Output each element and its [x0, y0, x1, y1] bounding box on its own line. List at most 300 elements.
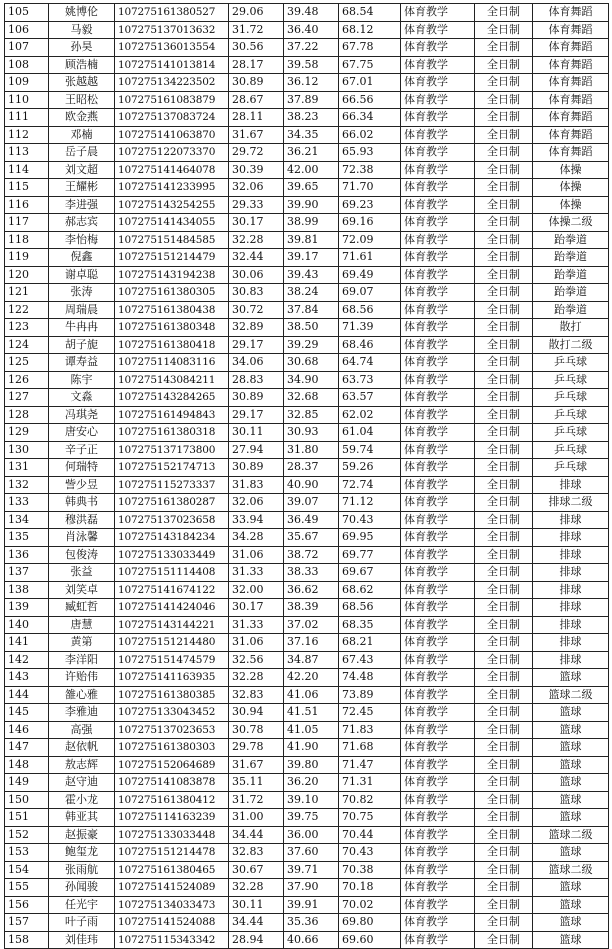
score-total: 71.39	[339, 319, 401, 337]
study-mode: 全日制	[475, 126, 533, 144]
study-mode: 全日制	[475, 179, 533, 197]
student-name: 雒心雅	[49, 686, 115, 704]
table-row	[5, 4, 609, 22]
score-sport: 40.66	[284, 931, 339, 949]
exam-id: 107275114083116	[115, 354, 229, 372]
study-mode: 全日制	[475, 371, 533, 389]
student-name: 穆洪磊	[49, 511, 115, 529]
admission-score-table	[4, 3, 609, 949]
study-mode: 全日制	[475, 581, 533, 599]
exam-id: 107275141063870	[115, 126, 229, 144]
table-row	[5, 896, 609, 914]
score-culture: 27.94	[229, 441, 284, 459]
exam-id: 107275161380438	[115, 301, 229, 319]
student-name: 李洋阳	[49, 651, 115, 669]
major: 体育教学	[401, 459, 475, 477]
row-number: 148	[5, 756, 49, 774]
study-mode: 全日制	[475, 109, 533, 127]
exam-id: 107275161380303	[115, 739, 229, 757]
major: 体育教学	[401, 616, 475, 634]
row-number: 118	[5, 231, 49, 249]
score-sport: 37.22	[284, 39, 339, 57]
table-row	[5, 931, 609, 949]
score-culture: 32.06	[229, 179, 284, 197]
sport-direction: 乒乓球	[533, 441, 609, 459]
sport-direction: 体育舞蹈	[533, 126, 609, 144]
exam-id: 107275161083879	[115, 91, 229, 109]
score-culture: 29.17	[229, 336, 284, 354]
score-sport: 31.80	[284, 441, 339, 459]
study-mode: 全日制	[475, 249, 533, 267]
major: 体育教学	[401, 721, 475, 739]
score-total: 62.02	[339, 406, 401, 424]
exam-id: 107275122073370	[115, 144, 229, 162]
study-mode: 全日制	[475, 389, 533, 407]
table-row	[5, 266, 609, 284]
exam-id: 107275161380348	[115, 319, 229, 337]
exam-id: 107275133033448	[115, 826, 229, 844]
score-total: 70.43	[339, 844, 401, 862]
score-sport: 37.16	[284, 634, 339, 652]
score-culture: 31.67	[229, 756, 284, 774]
student-name: 刘笑卓	[49, 581, 115, 599]
sport-direction: 篮球二级	[533, 861, 609, 879]
score-culture: 32.83	[229, 844, 284, 862]
score-culture: 30.56	[229, 39, 284, 57]
table-row	[5, 424, 609, 442]
table-row	[5, 249, 609, 267]
score-sport: 41.90	[284, 739, 339, 757]
table-row	[5, 231, 609, 249]
student-name: 胡子旎	[49, 336, 115, 354]
score-culture: 31.00	[229, 809, 284, 827]
exam-id: 107275151214479	[115, 249, 229, 267]
row-number: 154	[5, 861, 49, 879]
score-sport: 36.00	[284, 826, 339, 844]
study-mode: 全日制	[475, 39, 533, 57]
major: 体育教学	[401, 861, 475, 879]
score-culture: 32.28	[229, 231, 284, 249]
score-total: 67.01	[339, 74, 401, 92]
sport-direction: 排球	[533, 546, 609, 564]
table-row	[5, 319, 609, 337]
sport-direction: 散打	[533, 319, 609, 337]
student-name: 王耀彬	[49, 179, 115, 197]
score-culture: 32.83	[229, 686, 284, 704]
row-number: 110	[5, 91, 49, 109]
score-sport: 38.72	[284, 546, 339, 564]
major: 体育教学	[401, 91, 475, 109]
table-row	[5, 546, 609, 564]
score-total: 69.95	[339, 529, 401, 547]
score-sport: 39.58	[284, 56, 339, 74]
score-culture: 30.83	[229, 284, 284, 302]
score-culture: 30.11	[229, 896, 284, 914]
row-number: 127	[5, 389, 49, 407]
exam-id: 107275141013814	[115, 56, 229, 74]
row-number: 145	[5, 704, 49, 722]
row-number: 116	[5, 196, 49, 214]
sport-direction: 跆拳道	[533, 231, 609, 249]
score-total: 69.23	[339, 196, 401, 214]
major: 体育教学	[401, 39, 475, 57]
score-sport: 39.43	[284, 266, 339, 284]
table-row	[5, 651, 609, 669]
study-mode: 全日制	[475, 4, 533, 22]
major: 体育教学	[401, 651, 475, 669]
score-sport: 38.99	[284, 214, 339, 232]
exam-id: 107275136013554	[115, 39, 229, 57]
table-row	[5, 354, 609, 372]
major: 体育教学	[401, 896, 475, 914]
exam-id: 107275151474579	[115, 651, 229, 669]
table-row	[5, 581, 609, 599]
row-number: 132	[5, 476, 49, 494]
score-total: 71.47	[339, 756, 401, 774]
score-culture: 28.67	[229, 91, 284, 109]
exam-id: 107275143144221	[115, 616, 229, 634]
study-mode: 全日制	[475, 284, 533, 302]
score-total: 71.70	[339, 179, 401, 197]
row-number: 117	[5, 214, 49, 232]
row-number: 123	[5, 319, 49, 337]
sport-direction: 排球	[533, 511, 609, 529]
major: 体育教学	[401, 389, 475, 407]
score-culture: 31.83	[229, 476, 284, 494]
student-name: 何瑞特	[49, 459, 115, 477]
score-total: 70.02	[339, 896, 401, 914]
study-mode: 全日制	[475, 91, 533, 109]
major: 体育教学	[401, 494, 475, 512]
score-sport: 34.90	[284, 371, 339, 389]
student-name: 韩亚其	[49, 809, 115, 827]
score-total: 69.07	[339, 284, 401, 302]
student-name: 姚博伦	[49, 4, 115, 22]
score-culture: 30.94	[229, 704, 284, 722]
row-number: 119	[5, 249, 49, 267]
score-sport: 39.10	[284, 791, 339, 809]
exam-id: 107275161380318	[115, 424, 229, 442]
table-row	[5, 301, 609, 319]
score-culture: 30.89	[229, 459, 284, 477]
table-row	[5, 39, 609, 57]
score-sport: 42.00	[284, 161, 339, 179]
score-culture: 34.06	[229, 354, 284, 372]
major: 体育教学	[401, 406, 475, 424]
score-sport: 42.20	[284, 669, 339, 687]
study-mode: 全日制	[475, 144, 533, 162]
student-name: 黄第	[49, 634, 115, 652]
major: 体育教学	[401, 546, 475, 564]
major: 体育教学	[401, 809, 475, 827]
score-sport: 35.36	[284, 914, 339, 932]
sport-direction: 跆拳道	[533, 284, 609, 302]
table-row	[5, 686, 609, 704]
major: 体育教学	[401, 284, 475, 302]
score-total: 70.43	[339, 511, 401, 529]
row-number: 133	[5, 494, 49, 512]
table-row	[5, 406, 609, 424]
score-sport: 39.81	[284, 231, 339, 249]
score-total: 68.56	[339, 301, 401, 319]
row-number: 121	[5, 284, 49, 302]
table-row	[5, 879, 609, 897]
student-name: 张涛	[49, 284, 115, 302]
major: 体育教学	[401, 791, 475, 809]
score-sport: 39.90	[284, 196, 339, 214]
score-sport: 34.35	[284, 126, 339, 144]
score-culture: 34.44	[229, 826, 284, 844]
score-total: 63.57	[339, 389, 401, 407]
table-row	[5, 389, 609, 407]
table-row	[5, 721, 609, 739]
sport-direction: 排球	[533, 616, 609, 634]
study-mode: 全日制	[475, 704, 533, 722]
row-number: 140	[5, 616, 49, 634]
sport-direction: 体育舞蹈	[533, 144, 609, 162]
score-culture: 31.67	[229, 126, 284, 144]
table-row	[5, 809, 609, 827]
row-number: 155	[5, 879, 49, 897]
score-culture: 32.89	[229, 319, 284, 337]
score-total: 71.83	[339, 721, 401, 739]
score-total: 68.46	[339, 336, 401, 354]
sport-direction: 篮球	[533, 704, 609, 722]
study-mode: 全日制	[475, 546, 533, 564]
score-culture: 30.39	[229, 161, 284, 179]
score-total: 66.56	[339, 91, 401, 109]
study-mode: 全日制	[475, 424, 533, 442]
major: 体育教学	[401, 704, 475, 722]
score-sport: 37.60	[284, 844, 339, 862]
study-mode: 全日制	[475, 56, 533, 74]
student-name: 张越越	[49, 74, 115, 92]
row-number: 126	[5, 371, 49, 389]
table-row	[5, 91, 609, 109]
major: 体育教学	[401, 231, 475, 249]
student-name: 李怡梅	[49, 231, 115, 249]
major: 体育教学	[401, 686, 475, 704]
score-culture: 30.11	[229, 424, 284, 442]
table-row	[5, 144, 609, 162]
table-row	[5, 56, 609, 74]
student-name: 鲍玺龙	[49, 844, 115, 862]
table-row	[5, 179, 609, 197]
score-total: 69.60	[339, 931, 401, 949]
exam-id: 107275137083724	[115, 109, 229, 127]
student-name: 张雨航	[49, 861, 115, 879]
exam-id: 107275161380287	[115, 494, 229, 512]
sport-direction: 篮球	[533, 896, 609, 914]
major: 体育教学	[401, 161, 475, 179]
major: 体育教学	[401, 774, 475, 792]
score-sport: 36.21	[284, 144, 339, 162]
score-culture: 31.33	[229, 564, 284, 582]
score-culture: 34.28	[229, 529, 284, 547]
student-name: 肖泳馨	[49, 529, 115, 547]
row-number: 149	[5, 774, 49, 792]
score-total: 72.74	[339, 476, 401, 494]
score-total: 64.74	[339, 354, 401, 372]
exam-id: 107275151484585	[115, 231, 229, 249]
row-number: 156	[5, 896, 49, 914]
table-row	[5, 371, 609, 389]
study-mode: 全日制	[475, 721, 533, 739]
score-total: 74.48	[339, 669, 401, 687]
table-row	[5, 756, 609, 774]
exam-id: 107275141163935	[115, 669, 229, 687]
score-total: 69.77	[339, 546, 401, 564]
sport-direction: 体育舞蹈	[533, 4, 609, 22]
table-row	[5, 161, 609, 179]
study-mode: 全日制	[475, 336, 533, 354]
student-name: 孙闻骏	[49, 879, 115, 897]
exam-id: 107275137023653	[115, 721, 229, 739]
score-culture: 30.06	[229, 266, 284, 284]
row-number: 106	[5, 21, 49, 39]
major: 体育教学	[401, 214, 475, 232]
score-sport: 39.17	[284, 249, 339, 267]
student-name: 敖志辉	[49, 756, 115, 774]
exam-id: 107275115273337	[115, 476, 229, 494]
score-sport: 39.91	[284, 896, 339, 914]
sport-direction: 篮球	[533, 844, 609, 862]
score-total: 67.43	[339, 651, 401, 669]
major: 体育教学	[401, 879, 475, 897]
score-sport: 41.06	[284, 686, 339, 704]
score-culture: 32.06	[229, 494, 284, 512]
sport-direction: 篮球	[533, 931, 609, 949]
major: 体育教学	[401, 634, 475, 652]
score-sport: 39.07	[284, 494, 339, 512]
student-name: 訾少昱	[49, 476, 115, 494]
score-culture: 29.33	[229, 196, 284, 214]
sport-direction: 排球	[533, 529, 609, 547]
score-total: 70.82	[339, 791, 401, 809]
table-row	[5, 616, 609, 634]
score-sport: 34.87	[284, 651, 339, 669]
sport-direction: 体操	[533, 196, 609, 214]
exam-id: 107275141083878	[115, 774, 229, 792]
score-total: 69.49	[339, 266, 401, 284]
major: 体育教学	[401, 529, 475, 547]
score-sport: 36.20	[284, 774, 339, 792]
exam-id: 107275143284265	[115, 389, 229, 407]
score-culture: 30.72	[229, 301, 284, 319]
exam-id: 107275151214478	[115, 844, 229, 862]
score-sport: 41.51	[284, 704, 339, 722]
score-sport: 39.75	[284, 809, 339, 827]
study-mode: 全日制	[475, 459, 533, 477]
exam-id: 107275161380527	[115, 4, 229, 22]
study-mode: 全日制	[475, 441, 533, 459]
exam-id: 107275152174713	[115, 459, 229, 477]
study-mode: 全日制	[475, 319, 533, 337]
score-total: 70.44	[339, 826, 401, 844]
study-mode: 全日制	[475, 301, 533, 319]
major: 体育教学	[401, 319, 475, 337]
study-mode: 全日制	[475, 634, 533, 652]
student-name: 文淼	[49, 389, 115, 407]
major: 体育教学	[401, 914, 475, 932]
sport-direction: 体操	[533, 179, 609, 197]
score-culture: 30.17	[229, 214, 284, 232]
score-culture: 28.11	[229, 109, 284, 127]
major: 体育教学	[401, 196, 475, 214]
sport-direction: 排球	[533, 634, 609, 652]
sport-direction: 篮球	[533, 914, 609, 932]
score-total: 70.38	[339, 861, 401, 879]
row-number: 134	[5, 511, 49, 529]
score-sport: 32.68	[284, 389, 339, 407]
score-culture: 28.94	[229, 931, 284, 949]
row-number: 146	[5, 721, 49, 739]
sport-direction: 篮球	[533, 879, 609, 897]
table-row	[5, 844, 609, 862]
score-culture: 31.33	[229, 616, 284, 634]
score-culture: 32.28	[229, 669, 284, 687]
study-mode: 全日制	[475, 599, 533, 617]
sport-direction: 篮球	[533, 739, 609, 757]
student-name: 张益	[49, 564, 115, 582]
major: 体育教学	[401, 476, 475, 494]
row-number: 113	[5, 144, 49, 162]
major: 体育教学	[401, 669, 475, 687]
sport-direction: 排球	[533, 564, 609, 582]
score-total: 71.31	[339, 774, 401, 792]
row-number: 115	[5, 179, 49, 197]
table-row	[5, 74, 609, 92]
score-sport: 36.62	[284, 581, 339, 599]
score-total: 68.56	[339, 599, 401, 617]
major: 体育教学	[401, 931, 475, 949]
student-name: 周瑞晨	[49, 301, 115, 319]
study-mode: 全日制	[475, 161, 533, 179]
major: 体育教学	[401, 441, 475, 459]
sport-direction: 篮球	[533, 721, 609, 739]
student-name: 谭寿益	[49, 354, 115, 372]
study-mode: 全日制	[475, 914, 533, 932]
student-name: 冯琪尧	[49, 406, 115, 424]
major: 体育教学	[401, 21, 475, 39]
table-row	[5, 599, 609, 617]
study-mode: 全日制	[475, 266, 533, 284]
study-mode: 全日制	[475, 494, 533, 512]
major: 体育教学	[401, 354, 475, 372]
exam-id: 107275151114408	[115, 564, 229, 582]
study-mode: 全日制	[475, 354, 533, 372]
sport-direction: 体育舞蹈	[533, 109, 609, 127]
score-total: 59.26	[339, 459, 401, 477]
table-row	[5, 109, 609, 127]
score-culture: 30.89	[229, 74, 284, 92]
score-culture: 32.44	[229, 249, 284, 267]
student-name: 欧金燕	[49, 109, 115, 127]
study-mode: 全日制	[475, 616, 533, 634]
major: 体育教学	[401, 336, 475, 354]
major: 体育教学	[401, 109, 475, 127]
row-number: 153	[5, 844, 49, 862]
exam-id: 107275161380418	[115, 336, 229, 354]
sport-direction: 跆拳道	[533, 301, 609, 319]
sport-direction: 跆拳道	[533, 249, 609, 267]
score-sport: 39.80	[284, 756, 339, 774]
sport-direction: 乒乓球	[533, 424, 609, 442]
row-number: 147	[5, 739, 49, 757]
row-number: 139	[5, 599, 49, 617]
score-culture: 30.89	[229, 389, 284, 407]
row-number: 158	[5, 931, 49, 949]
